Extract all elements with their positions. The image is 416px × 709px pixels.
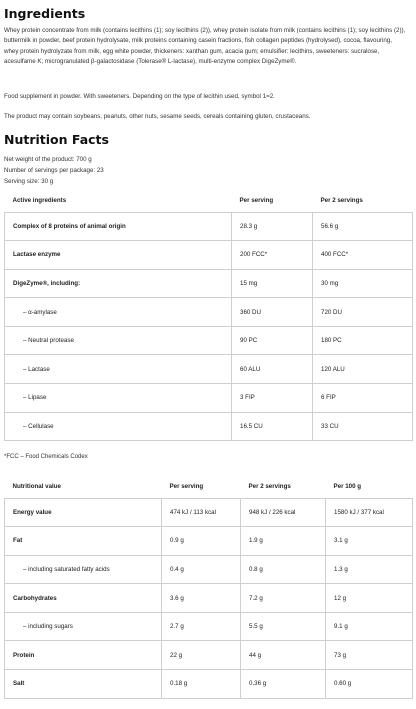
table-cell: Carbohydrates — [5, 584, 162, 613]
table-cell: DigeZyme®, including: — [5, 269, 232, 298]
table-cell: – Neutral protease — [5, 326, 232, 355]
table-row — [5, 527, 413, 556]
table-cell: 0.4 g — [162, 555, 241, 584]
table-row — [5, 326, 413, 355]
table-cell: 0.60 g — [326, 670, 413, 699]
table-cell: 15 mg — [232, 269, 313, 298]
table-cell: 1.9 g — [241, 527, 326, 556]
footnote: *FCC – Food Chemicals Codex — [4, 454, 88, 460]
table-row — [5, 584, 413, 613]
table-cell: 73 g — [326, 641, 413, 670]
table-cell: 180 PC — [313, 326, 413, 355]
table-cell: 60 ALU — [232, 355, 313, 384]
table-cell: Energy value — [5, 498, 162, 527]
nutritional-value-table — [4, 476, 413, 699]
allergen-note: The product may contain soybeans, peanuts, other nuts, sesame seeds, cereals containing gluten, crustaceans. — [4, 113, 311, 120]
table-cell: 0.8 g — [241, 555, 326, 584]
column-header: Per 2 servings — [248, 483, 291, 491]
nutrition-facts-title: Nutrition Facts — [4, 132, 109, 147]
table-cell: 3 FIP — [232, 384, 313, 413]
table-cell: Lactase enzyme — [5, 241, 232, 270]
table-row — [5, 612, 413, 641]
column-header: Per 100 g — [333, 483, 362, 491]
table-cell: Protein — [5, 641, 162, 670]
table-cell: – including saturated fatty acids — [5, 555, 162, 584]
table-cell: – α-amylase — [5, 298, 232, 327]
table-row — [5, 298, 413, 327]
table-row — [5, 498, 413, 527]
column-header: Per serving — [239, 197, 274, 205]
table-cell: 33 CU — [313, 412, 413, 441]
table-row — [5, 241, 413, 270]
serving-size: Serving size: 30 g — [4, 178, 54, 185]
column-header: Nutritional value — [12, 483, 61, 491]
table-cell: Complex of 8 proteins of animal origin — [5, 212, 232, 241]
table-header-row — [5, 476, 413, 498]
column-header: Active ingredients — [12, 197, 67, 205]
table-row — [5, 412, 413, 441]
table-cell: 2.7 g — [162, 612, 241, 641]
table-cell: 16.5 CU — [232, 412, 313, 441]
table-cell: 6 FIP — [313, 384, 413, 413]
table-cell: – Lactase — [5, 355, 232, 384]
table-cell: 0.18 g — [162, 670, 241, 699]
table-cell: 0.9 g — [162, 527, 241, 556]
table-cell: 1580 kJ / 377 kcal — [326, 498, 413, 527]
table-cell: – Lipase — [5, 384, 232, 413]
supplement-note: Food supplement in powder. With sweeteners. Depending on the type of lecithin used, symbol 1=2. — [4, 93, 275, 100]
table-row — [5, 212, 413, 241]
table-cell: 90 PC — [232, 326, 313, 355]
table-cell: 0.36 g — [241, 670, 326, 699]
column-header: Per serving — [169, 483, 204, 491]
table-cell: 474 kJ / 113 kcal — [162, 498, 241, 527]
table-cell: 720 DU — [313, 298, 413, 327]
table-cell: 7.2 g — [241, 584, 326, 613]
active-ingredients-table — [4, 190, 413, 441]
table-row — [5, 670, 413, 699]
table-cell: 30 mg — [313, 269, 413, 298]
net-weight: Net weight of the product: 700 g — [4, 156, 92, 163]
table-cell: 948 kJ / 226 kcal — [241, 498, 326, 527]
table-cell: 3.1 g — [326, 527, 413, 556]
table-cell: – Cellulase — [5, 412, 232, 441]
table-cell: – including sugars — [5, 612, 162, 641]
table-cell: Fat — [5, 527, 162, 556]
table-cell: 22 g — [162, 641, 241, 670]
table-row — [5, 555, 413, 584]
table-cell: 120 ALU — [313, 355, 413, 384]
ingredients-title: Ingredients — [4, 6, 86, 21]
table-cell: 200 FCC* — [232, 241, 313, 270]
table-cell: 12 g — [326, 584, 413, 613]
table-cell: 1.3 g — [326, 555, 413, 584]
table-header-row — [5, 190, 413, 212]
table-cell: 3.6 g — [162, 584, 241, 613]
table-cell: 28.3 g — [232, 212, 313, 241]
table-row — [5, 269, 413, 298]
table-cell: 56.6 g — [313, 212, 413, 241]
table-row — [5, 355, 413, 384]
table-cell: 9.1 g — [326, 612, 413, 641]
table-cell: 5.5 g — [241, 612, 326, 641]
table-cell: Salt — [5, 670, 162, 699]
ingredients-text: Whey protein concentrate from milk (contains lecithins (1); soy lecithins (2)), whey protein isolate from milk (contains lecithins (1); soy lecithins (2)), buttermilk in powder, beef protein hydrolysate, milk proteins containing casein fractions, fish collagen peptides (hydrolysed), cocoa, flavouring, whey protein hydrolyzate from milk, egg white powder, thickeners: xanthan gum, acacia gum; emulsifier: lecithins, sweeteners: sucralose, acesulfame K; microgranulated β-galactosidase (Tolerase® L-lactase), multi-enzyme complex DigeZyme®. — [4, 27, 406, 66]
table-cell: 360 DU — [232, 298, 313, 327]
table-row — [5, 641, 413, 670]
table-cell: 44 g — [241, 641, 326, 670]
servings-count: Number of servings per package: 23 — [4, 167, 104, 174]
column-header: Per 2 servings — [320, 197, 363, 205]
table-cell: 400 FCC* — [313, 241, 413, 270]
table-row — [5, 384, 413, 413]
